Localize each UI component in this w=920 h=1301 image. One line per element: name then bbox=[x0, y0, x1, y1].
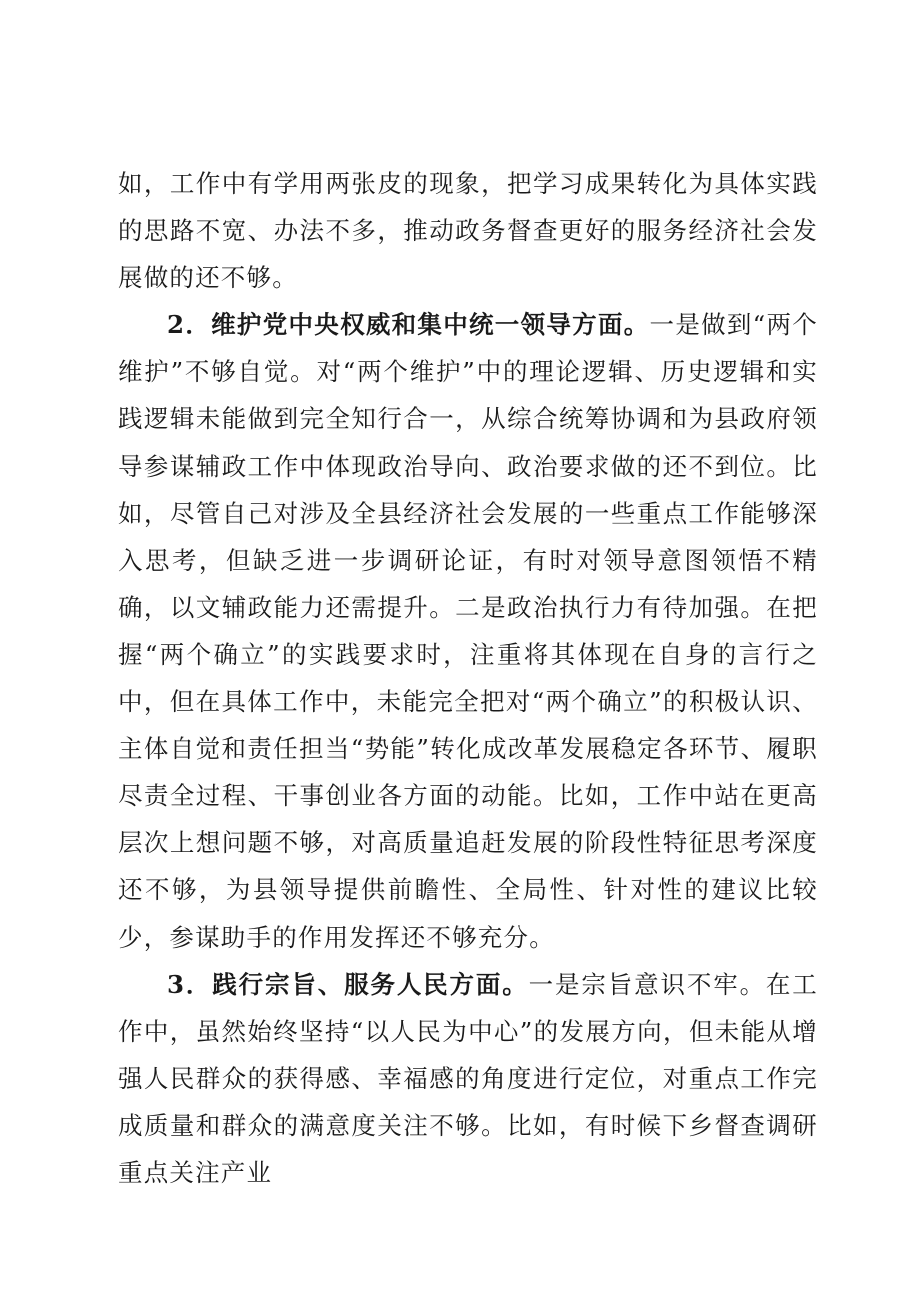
section-2-text: 一是做到“两个维护”不够自觉。对“两个维护”中的理论逻辑、历史逻辑和实践逻辑未能做到完全知行合一，从综合统筹协调和为县政府领导参谋辅政工作中体现政治导向、政治要求做的还不到位。比如，尽管自己对涉及全县经济社会发展的一些重点工作能够深入思考，但缺乏进一步调研论证，有时对领导意图领悟不精确，以文辅政能力还需提升。二是政治执行力有待加强。在把握“两个确立”的实践要求时，注重将其体现在自身的言行之中，但在具体工作中，未能完全把对“两个确立”的积极认识、主体自觉和责任担当“势能”转化成改革发展稳定各环节、履职尽责全过程、干事创业各方面的动能。比如，工作中站在更高层次上想问题不够，对高质量追赶发展的阶段性特征思考深度还不够，为县领导提供前瞻性、全局性、针对性的建议比较少，参谋助手的作用发挥还不够充分。 bbox=[118, 310, 818, 952]
paragraph-continuation bbox=[118, 160, 818, 301]
document-body bbox=[118, 160, 818, 1196]
section-3-heading: 3．践行宗旨、服务人民方面。 bbox=[167, 969, 529, 999]
section-2-heading: 2．维护党中央权威和集中统一领导方面。 bbox=[167, 310, 650, 340]
paragraph-section-2 bbox=[118, 301, 818, 960]
section-3-text: 一是宗旨意识不牢。在工作中，虽然始终坚持“以人民为中心”的发展方向，但未能从增强人民群众的获得感、幸福感的角度进行定位，对重点工作完成质量和群众的满意度关注不够。比如，有时候下乡督查调研重点关注产业 bbox=[118, 969, 818, 1187]
paragraph-1-text: 如，工作中有学用两张皮的现象，把学习成果转化为具体实践的思路不宽、办法不多，推动政务督查更好的服务经济社会发展做的还不够。 bbox=[118, 169, 818, 293]
paragraph-section-3 bbox=[118, 961, 818, 1196]
